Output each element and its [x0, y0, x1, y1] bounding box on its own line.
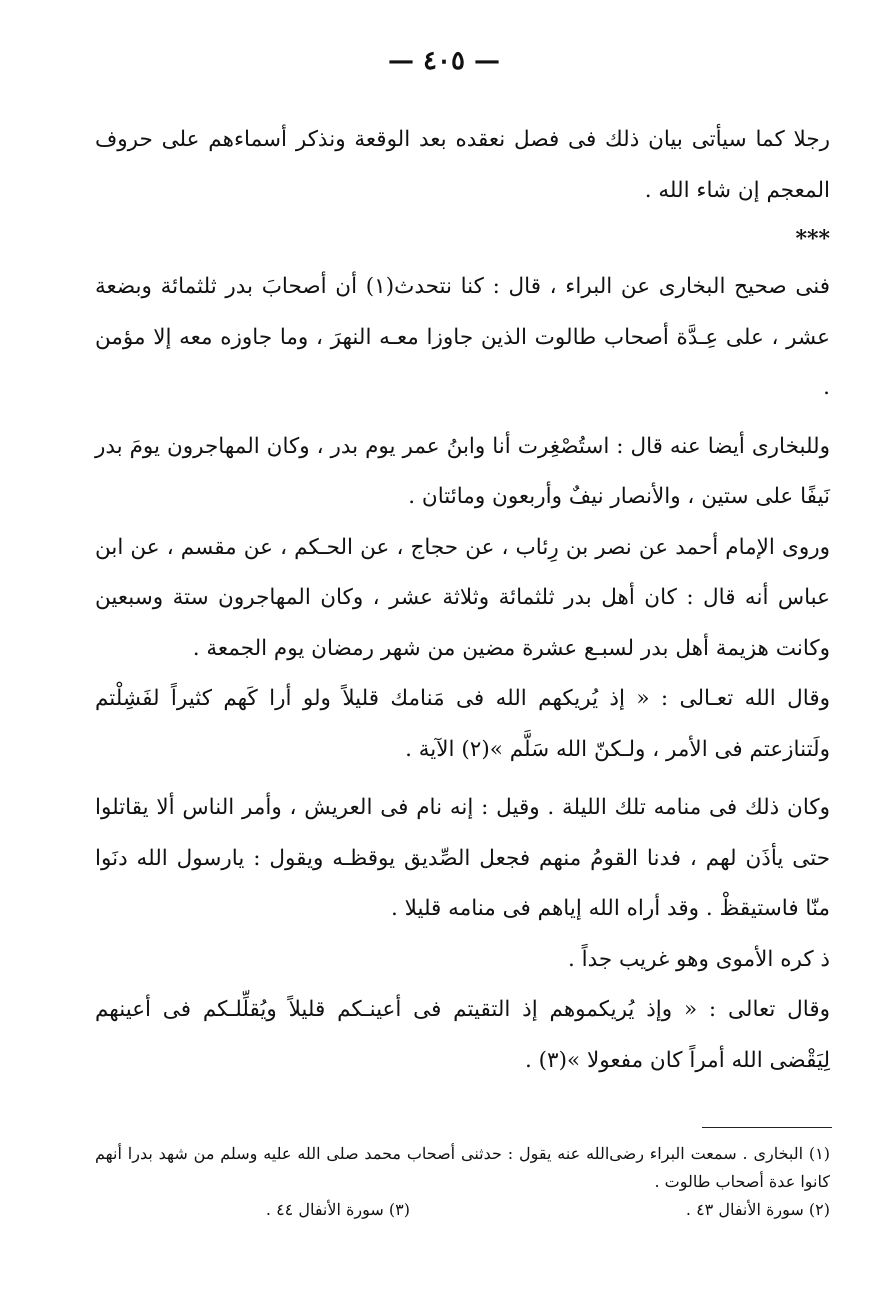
page-number: — ٤٠٥ —: [387, 46, 501, 76]
paragraph-4: وروى الإمام أحمد عن نصر بن رِئاب ، عن حجاج ، عن الحـكم ، عن مقسم ، عن ابن عباس أنه قال : كان أهل بدر ثلثمائة وثلاثة عشر ، وكان المهاجرون ستة وسبعين وكانت هزيمة أهل بدر لسبـع عشرة مضين من شهر رمضان يوم الجمعة .: [95, 534, 830, 661]
paragraph-1: رجلا كما سيأتى بيان ذلك فى فصل نعقده بعد الوقعة ونذكر أسماءهم على حروف المعجم إن شاء الله .: [95, 127, 830, 203]
footnote-2: (٢) سورة الأنفال ٤٣ .: [685, 1200, 830, 1219]
section-divider: ***: [795, 226, 830, 252]
footnotes: [95, 1140, 830, 1224]
footnote-3: (٣) سورة الأنفال ٤٤ .: [265, 1200, 410, 1219]
paragraph-8: وقال تعالى : « وإذ يُريكموهم إذ التقيتم فى أعينـكم قليلاً ويُقلِّلـكم فى أعينهم لِيَقْضى الله أمراً كان مفعولا »(٣) .: [95, 997, 830, 1073]
main-text: [95, 115, 830, 1086]
footnote-1: (١) البخارى . سمعت البراء رضى‌الله عنه يقول : حدثنى أصحاب محمد صلى الله عليه وسلم من شهد بدرا أنهم كانوا عدة أصحاب طالوت .: [95, 1144, 830, 1191]
paragraph-6: وكان ذلك فى منامه تلك الليلة . وقيل : إنه نام فى العريش ، وأمر الناس ألا يقاتلوا حتى يأذَن لهم ، فدنا القومُ منهم فجعل الصِّديق يوقظـه ويقول : يارسول الله دنَوا منّا فاستيقظْ . وقد أراه الله إياهم فى منامه قليلا .: [95, 795, 830, 921]
paragraph-2: فنى صحيح البخارى عن البراء ، قال : كنا نتحدث(١) أن أصحابَ بدر ثلثمائة وبضعة عشر ، على عِـدَّة أصحاب طالوت الذين جاوزا معـه النهرَ ، وما جاوزه معه إلا مؤمن .: [95, 274, 831, 400]
paragraph-3: وللبخارى أيضا عنه قال : استُصْغِرت أنا وابنُ عمر يوم بدر ، وكان المهاجرون يومَ بدر نَيفًا على ستين ، والأنصار نيفٌ وأربعون ومائتان .: [95, 433, 830, 509]
paragraph-7: ذ كره الأموى وهو غريب جداً .: [567, 946, 830, 972]
paragraph-5: وقال الله تعـالى : « إذ يُريكهم الله فى مَنامك قليلاً ولو أرا كَهم كثيراً لفَشِلْتم ولَتنازعتم فى الأمر ، ولـكنّ الله سَلَّم »(٢) الآية .: [95, 686, 830, 762]
footnote-divider: [702, 1127, 832, 1128]
footnote-row: [95, 1196, 830, 1224]
